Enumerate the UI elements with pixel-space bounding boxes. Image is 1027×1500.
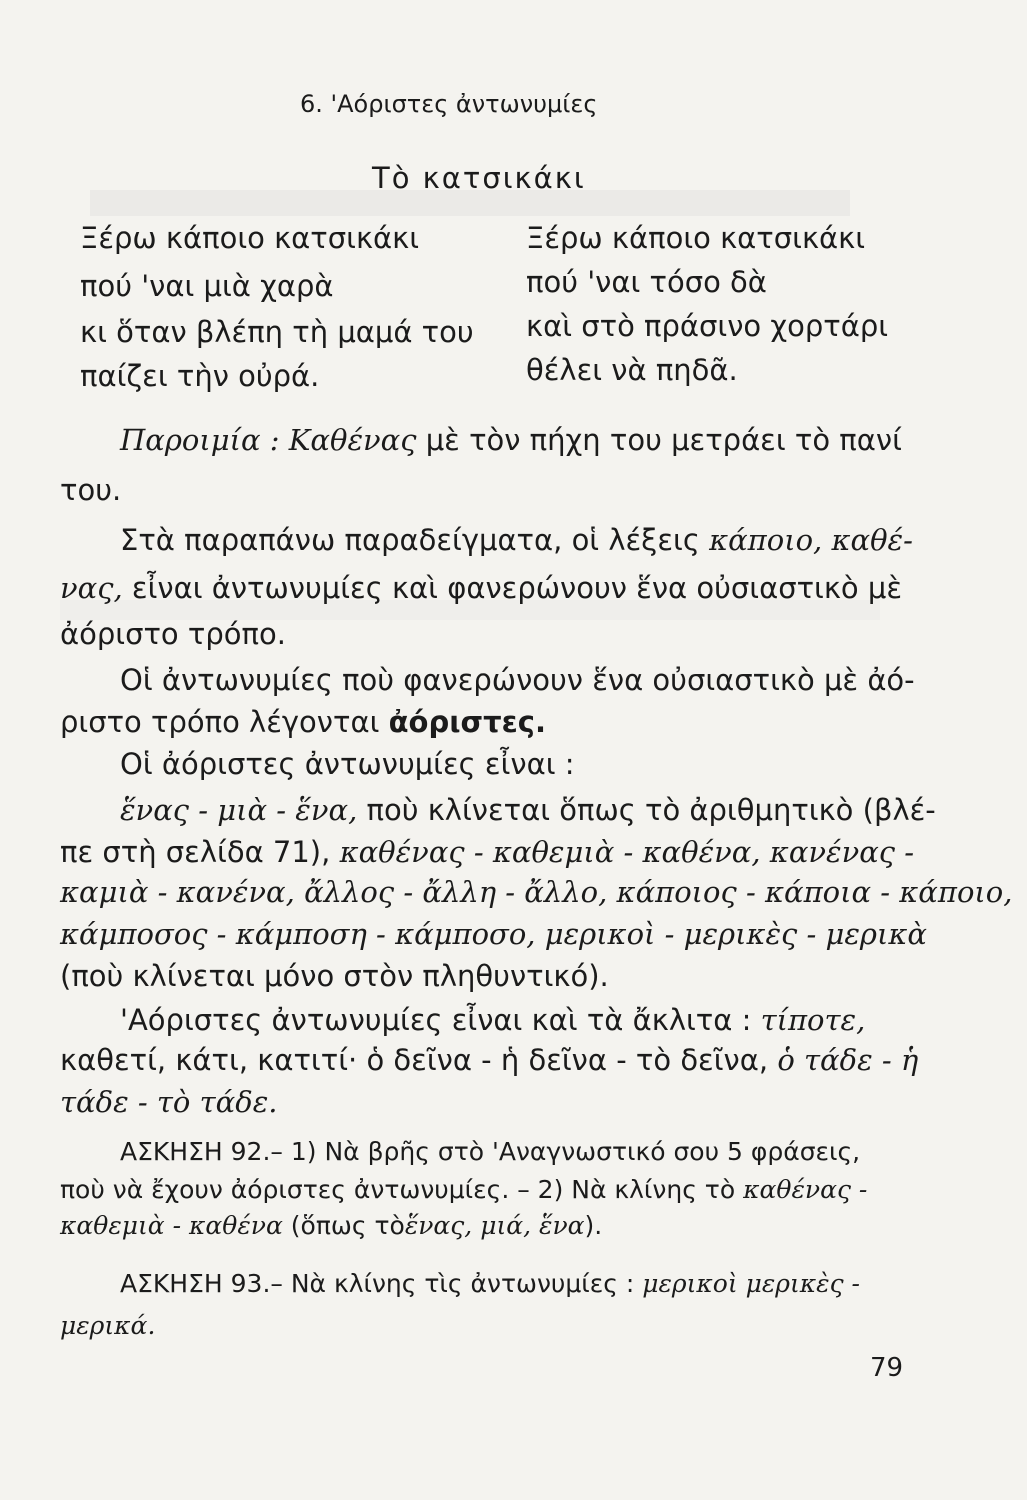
poem-title: Τὸ κατσικάκι [372,161,586,195]
paragraph-line: κάμποσος - κάμποση - κάμποσο, μερικοὶ - μερικὲς - μερικὰ [60,917,927,951]
ex93-a-italic: μερικοὶ μερικὲς - [642,1269,860,1298]
paragraph-line [120,790,936,830]
ex92-b-italic: καθένας - [743,1175,868,1204]
poem-line [80,218,419,258]
para2-b-bold: ἀόριστες. [388,705,546,739]
ex92-b: ποὺ νὰ ἔχουν ἀόριστες ἀντωνυμίες. – 2) Νὰ κλίνης τὸ [60,1175,736,1204]
paragraph-line [60,832,914,872]
para1-b: εἶναι ἀντωνυμίες καὶ φανερώνουν ἕνα οὐσιαστικὸ μὲ [131,571,903,605]
ex92-c-italic2: ἕνας, μιά, ἕνα [404,1211,585,1240]
paragraph-line: Οἱ ἀόριστες ἀντωνυμίες εἶναι : [120,747,575,781]
para2-b: ριστο τρόπο λέγονται [60,705,380,739]
paragraph-line: Οἱ ἀντωνυμίες ποὺ φανερώνουν ἕνα οὐσιαστικὸ μὲ ἀό- [120,663,915,697]
proverb-italic-word: Καθένας [288,423,417,457]
exercise-92-line: ΑΣΚΗΣΗ 92.– 1) Νὰ βρῆς στὸ 'Αναγνωστικό σου 5 φράσεις, [120,1137,861,1166]
para1-a: Στὰ παραπάνω παραδείγματα, οἱ λέξεις [120,523,700,557]
paragraph-line: τάδε - τὸ τάδε. [60,1085,278,1119]
para3-b: ποὺ κλίνεται ὅπως τὸ ἀριθμητικὸ (βλέ- [366,793,936,827]
paragraph-line: (ποὺ κλίνεται μόνο στὸν πληθυντικό). [60,959,609,993]
exercise-92-line [60,1170,867,1210]
poem-line [80,266,334,306]
poem-line [526,262,767,302]
poem-line [526,306,888,346]
exercise-92-line [60,1206,602,1246]
poem-right-4: θέλει νὰ πηδᾶ. [526,353,738,387]
poem-left-4: παίζει τὴν οὐρά. [80,359,320,393]
exercise-93-line: μερικά. [60,1311,156,1340]
paragraph-line: καμιὰ - κανένα, ἄλλος - ἄλλη - ἄλλο, κάποιος - κάποια - κάποιο, [60,875,1013,909]
ex92-c-end: ). [584,1211,603,1240]
proverb-continuation: του. [60,473,122,507]
ex92-c: (ὅπως τὸ [290,1211,405,1240]
ex92-c-italic: καθεμιὰ - καθένα [60,1211,283,1240]
para3-c: πε στὴ σελίδα 71), [60,835,331,869]
para4-b: καθετί, κάτι, κατιτί· ὁ δεῖνα - ἡ δεῖνα - τὸ δεῖνα, [60,1043,769,1077]
para4-b-italic: ὁ τάδε - ἡ [777,1043,919,1077]
para3-b-italic: ἕνας - μιὰ - ἕνα, [120,793,358,827]
page-number: 79 [870,1353,904,1383]
poem-line [80,312,474,352]
para4-a-italic: τίποτε, [760,1003,866,1037]
poem-left-2: πού 'ναι μιὰ χαρὰ [80,269,334,303]
paragraph-line [60,702,546,742]
poem-left-1: Ξέρω κάποιο κατσικάκι [80,221,420,255]
paragraph-line [60,568,902,608]
poem-left-3: κι ὅταν βλέπη τὴ μαμά του [80,315,474,349]
para1-a-italic: κάποιο, καθέ- [709,523,913,557]
exercise-93-line [120,1264,860,1304]
poem-right-3: καὶ στὸ πράσινο χορτάρι [526,309,889,343]
paragraph-line [60,1040,918,1080]
section-title: 6. 'Αόριστες ἀντωνυμίες [300,90,598,118]
paragraph-line: ἀόριστο τρόπο. [60,617,286,651]
poem-right-1: Ξέρω κάποιο κατσικάκι [526,221,866,255]
poem-line [80,356,319,396]
para4-a: 'Αόριστες ἀντωνυμίες εἶναι καὶ τὰ ἄκλιτα : [120,1003,752,1037]
para1-b-italic: νας, [60,571,123,605]
poem-right-2: πού 'ναι τόσο δὰ [526,265,767,299]
paragraph-line [120,1000,865,1040]
proverb-label: Παροιμία : [120,423,280,457]
proverb-text: μὲ τὸν πήχη του μετράει τὸ πανί [425,423,902,457]
poem-line [526,350,738,390]
paragraph-line [120,520,913,560]
poem-line [526,218,865,258]
proverb-line [120,420,902,460]
para3-c-italic: καθένας - καθεμιὰ - καθένα, κανένας - [339,835,915,869]
ex93-a: ΑΣΚΗΣΗ 93.– Νὰ κλίνης τὶς ἀντωνυμίες : [120,1269,635,1298]
